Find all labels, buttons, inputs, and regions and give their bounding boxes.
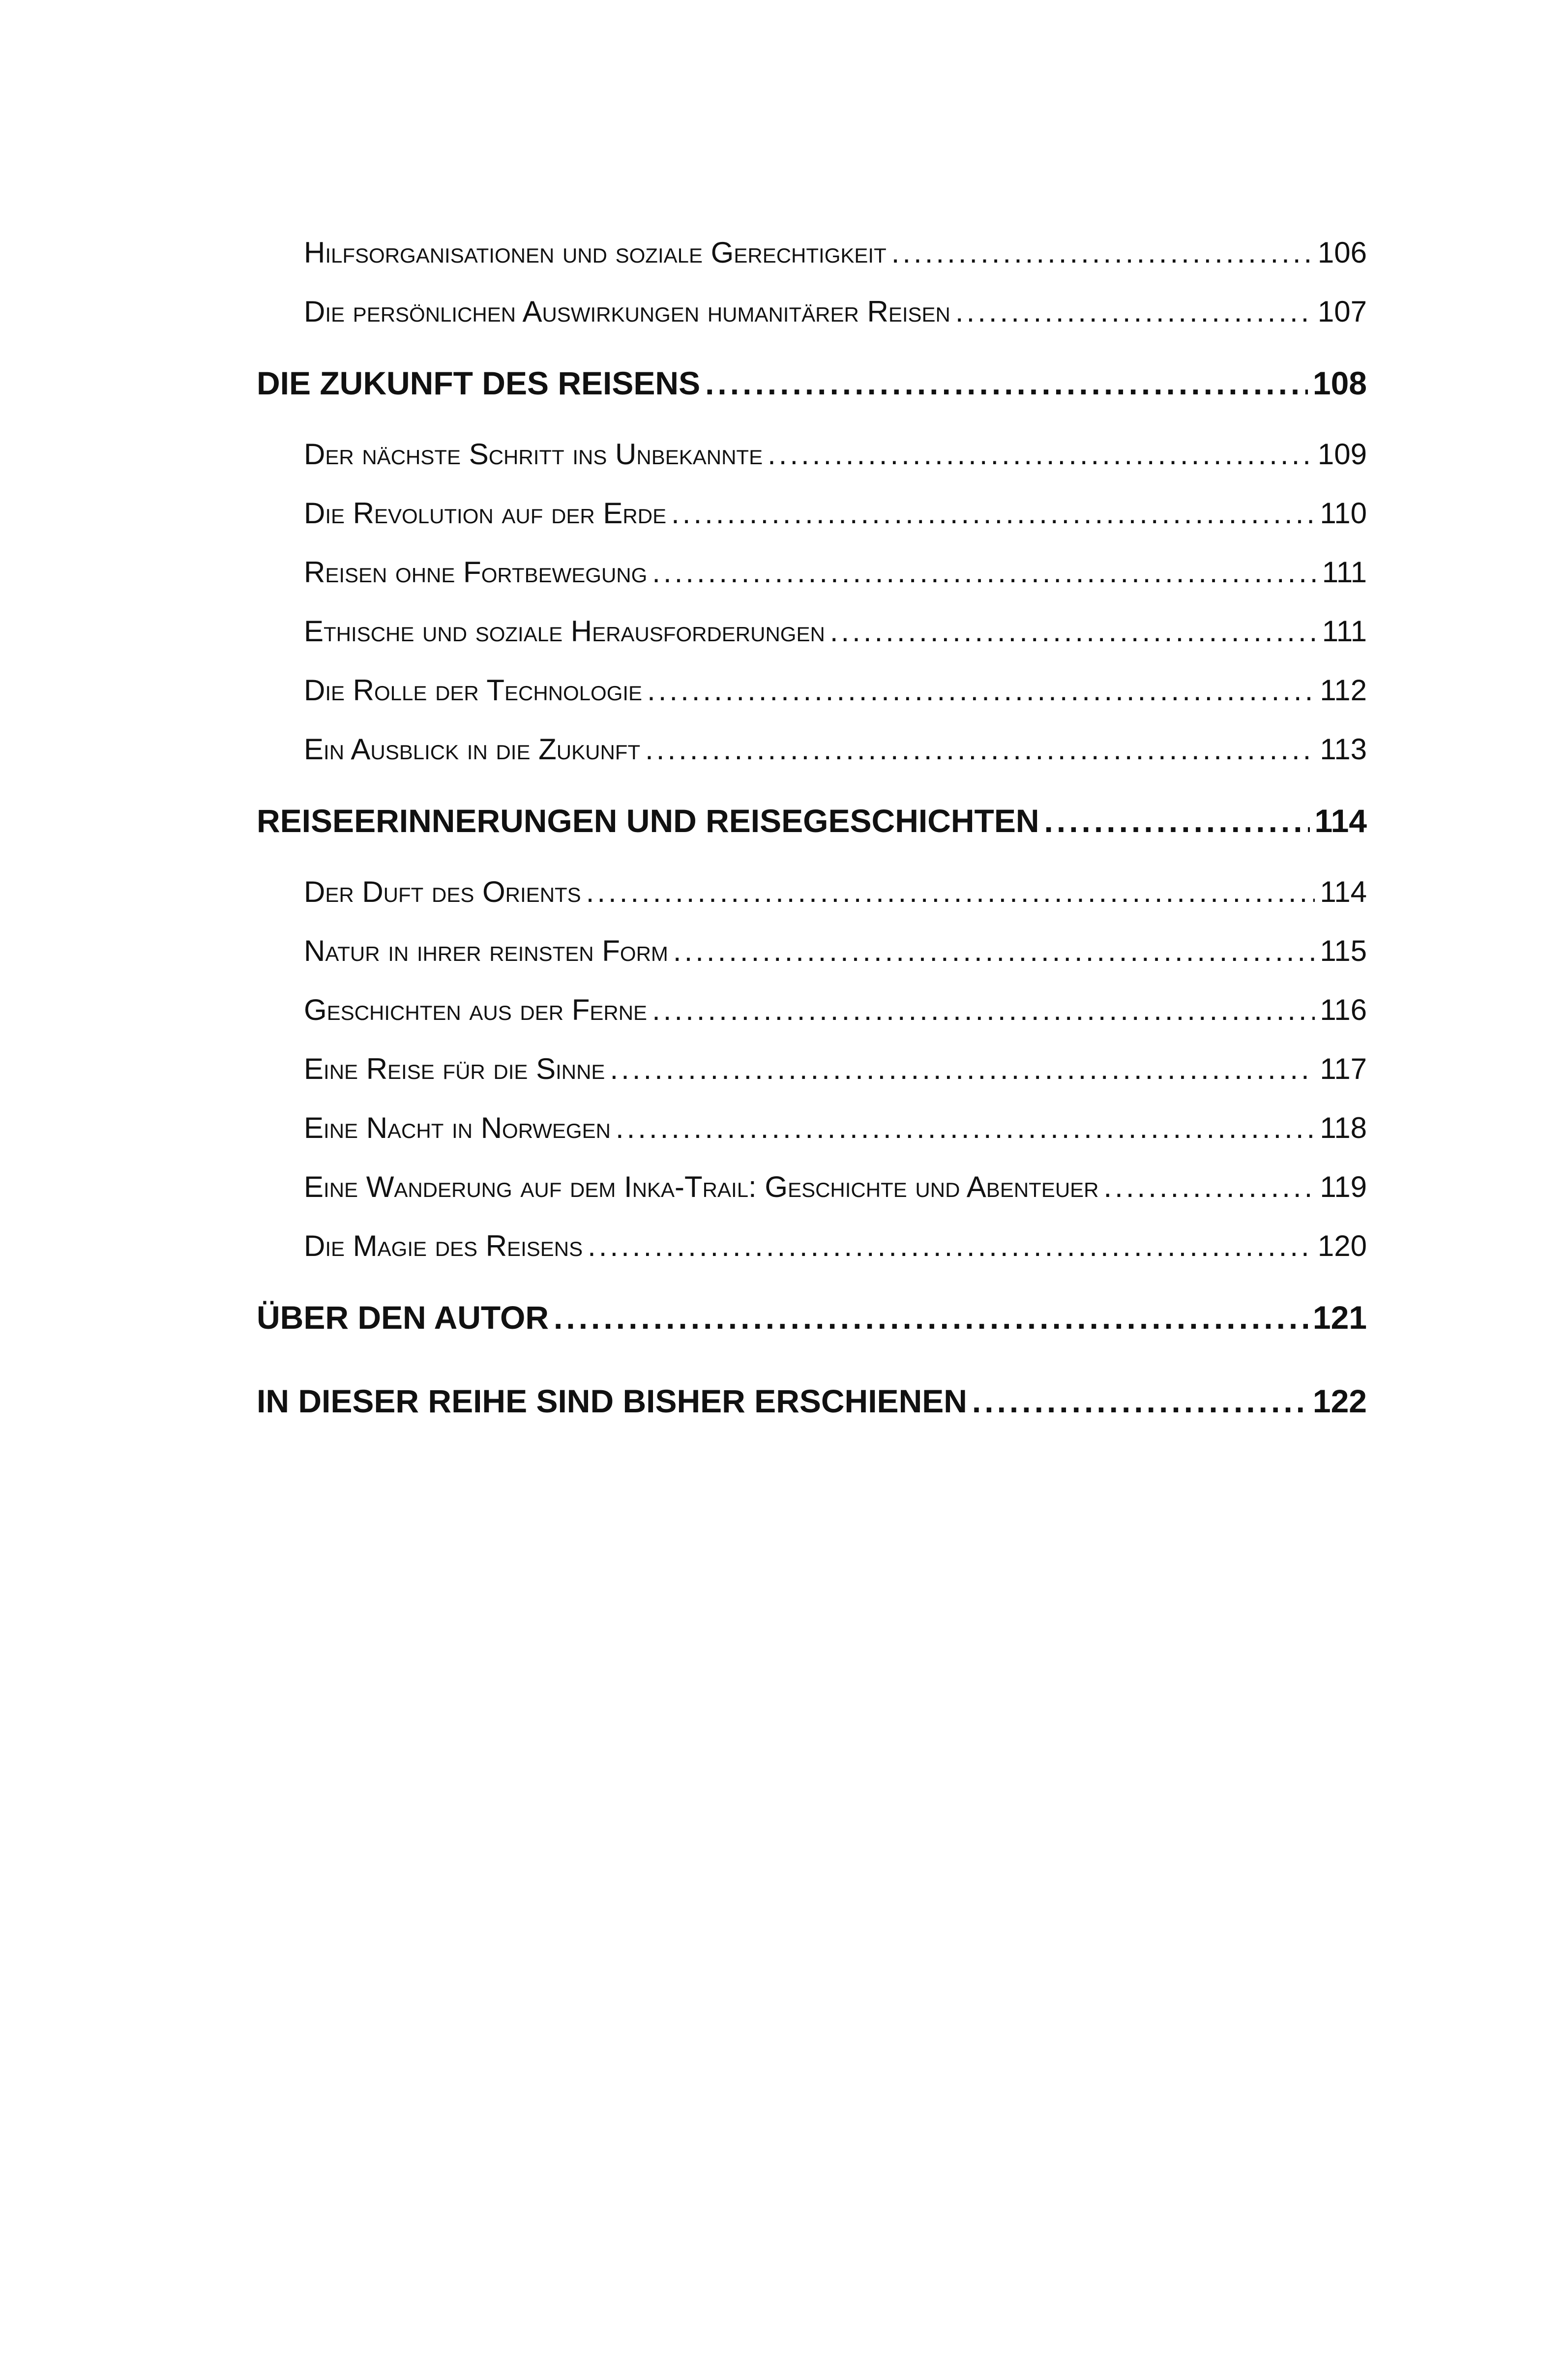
dot-leader <box>972 1359 1308 1443</box>
dot-leader <box>955 282 1313 341</box>
toc-entry-title: Ethische und soziale Herausforderungen <box>304 615 825 648</box>
dot-leader <box>671 484 1315 543</box>
dot-leader <box>673 922 1315 981</box>
dot-leader <box>586 863 1315 922</box>
toc-entry-page: 115 <box>1320 934 1367 967</box>
toc-entry[interactable] <box>257 282 1367 341</box>
toc-entry-title: Ein Ausblick in die Zukunft <box>304 733 641 766</box>
toc-entry-page: 111 <box>1322 615 1367 648</box>
toc-entry[interactable] <box>257 425 1367 484</box>
toc-chapter-title: ÜBER DEN AUTOR <box>257 1299 549 1336</box>
toc-entry[interactable] <box>257 543 1367 602</box>
toc-entry[interactable] <box>257 602 1367 661</box>
dot-leader <box>610 1040 1315 1099</box>
toc-entry-title: Eine Reise für die Sinne <box>304 1052 605 1085</box>
toc-entry[interactable] <box>257 1099 1367 1158</box>
toc-entry[interactable] <box>257 484 1367 543</box>
toc-entry-title: Die Rolle der Technologie <box>304 674 643 707</box>
toc-entry[interactable] <box>257 1217 1367 1276</box>
toc-chapter[interactable] <box>257 1359 1367 1443</box>
toc-entry-title: Die Revolution auf der Erde <box>304 497 667 530</box>
table-of-contents <box>257 223 1367 1443</box>
toc-chapter-page: 114 <box>1314 803 1367 839</box>
dot-leader <box>705 341 1308 425</box>
dot-leader <box>891 223 1313 282</box>
toc-chapter[interactable] <box>257 341 1367 425</box>
dot-leader <box>647 661 1315 720</box>
toc-entry[interactable] <box>257 1158 1367 1217</box>
toc-chapter[interactable] <box>257 779 1367 863</box>
toc-entry[interactable] <box>257 720 1367 779</box>
toc-entry-title: Die Magie des Reisens <box>304 1229 583 1262</box>
toc-entry-page: 116 <box>1320 993 1367 1026</box>
toc-entry-title: Eine Wanderung auf dem Inka-Trail: Geschichte und Abenteuer <box>304 1170 1099 1203</box>
toc-entry[interactable] <box>257 661 1367 720</box>
toc-entry-page: 111 <box>1322 556 1367 589</box>
dot-leader <box>1044 779 1310 863</box>
toc-entry[interactable] <box>257 1040 1367 1099</box>
dot-leader <box>652 981 1315 1040</box>
toc-entry-title: Der nächste Schritt ins Unbekannte <box>304 438 763 471</box>
dot-leader <box>554 1276 1308 1359</box>
dot-leader <box>1104 1158 1315 1217</box>
toc-entry-page: 117 <box>1320 1052 1367 1085</box>
dot-leader <box>588 1217 1313 1276</box>
toc-entry[interactable] <box>257 922 1367 981</box>
toc-entry-page: 113 <box>1320 733 1367 766</box>
toc-entry-title: Der Duft des Orients <box>304 875 581 908</box>
toc-entry-page: 119 <box>1320 1170 1367 1203</box>
toc-chapter-page: 121 <box>1312 1299 1367 1336</box>
toc-entry-page: 118 <box>1320 1111 1367 1144</box>
toc-chapter-title: DIE ZUKUNFT DES REISENS <box>257 365 701 401</box>
toc-entry-title: Die persönlichen Auswirkungen humanitärer Reisen <box>304 295 950 328</box>
toc-entry-page: 110 <box>1320 497 1367 530</box>
toc-entry[interactable] <box>257 223 1367 282</box>
dot-leader <box>616 1099 1315 1158</box>
toc-chapter-title: REISEERINNERUNGEN UND REISEGESCHICHTEN <box>257 803 1039 839</box>
toc-entry-title: Eine Nacht in Norwegen <box>304 1111 611 1144</box>
toc-entry-page: 112 <box>1320 674 1367 707</box>
toc-entry-title: Hilfsorganisationen und soziale Gerechtigkeit <box>304 236 887 269</box>
dot-leader <box>652 543 1317 602</box>
toc-entry-page: 120 <box>1317 1229 1367 1262</box>
dot-leader <box>830 602 1317 661</box>
toc-entry-page: 109 <box>1317 438 1367 471</box>
toc-chapter[interactable] <box>257 1276 1367 1359</box>
toc-entry[interactable] <box>257 863 1367 922</box>
toc-entry-page: 106 <box>1317 236 1367 269</box>
toc-entry[interactable] <box>257 981 1367 1040</box>
toc-entry-title: Natur in ihrer reinsten Form <box>304 934 668 967</box>
toc-chapter-title: IN DIESER REIHE SIND BISHER ERSCHIENEN <box>257 1383 967 1419</box>
toc-entry-page: 107 <box>1317 295 1367 328</box>
toc-entry-title: Reisen ohne Fortbewegung <box>304 556 648 589</box>
toc-entry-page: 114 <box>1320 875 1367 908</box>
toc-chapter-page: 122 <box>1312 1383 1367 1419</box>
dot-leader <box>768 425 1313 484</box>
dot-leader <box>645 720 1315 779</box>
toc-entry-title: Geschichten aus der Ferne <box>304 993 648 1026</box>
toc-chapter-page: 108 <box>1312 365 1367 401</box>
